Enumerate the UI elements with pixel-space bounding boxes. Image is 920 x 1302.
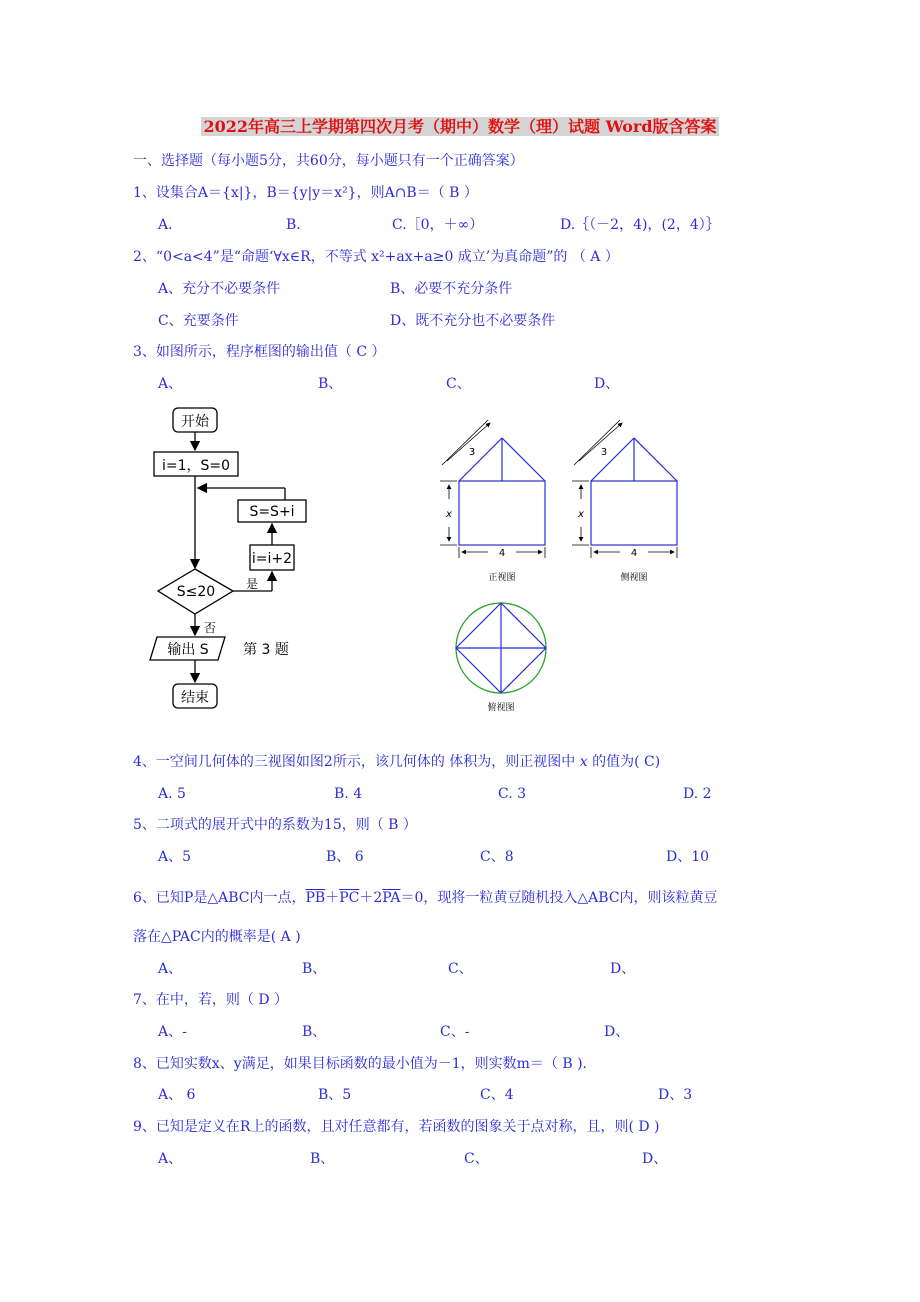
question-9-option-b: B、 xyxy=(310,1151,335,1167)
front-view xyxy=(440,420,545,583)
question-4-stem: 4、一空间几何体的三视图如图2所示，该几何体的 体积为，则正视图中 x 的值为( C) xyxy=(133,754,661,770)
question-8-option-a: A、 6 xyxy=(158,1087,196,1103)
question-8-option-c: C、4 xyxy=(480,1087,514,1103)
front-view-caption: 正视图 xyxy=(488,573,516,583)
side-width-label: 4 xyxy=(630,548,638,559)
question-2-option-c: C、充要条件 xyxy=(158,313,239,329)
question-7-option-a: A、- xyxy=(158,1024,187,1040)
flow-caption: 第 3 题 xyxy=(243,642,289,658)
question-6-stem-line2: 落在△PAC内的概率是( A ) xyxy=(133,929,301,945)
question-9-option-a: A、 xyxy=(158,1151,183,1167)
top-view-caption: 俯视图 xyxy=(487,703,515,713)
question-2-option-d: D、既不充分也不必要条件 xyxy=(390,313,556,329)
question-7-stem: 7、在中，若，则（ D ） xyxy=(133,992,289,1008)
front-slant-label: 3 xyxy=(468,447,476,458)
question-5-stem: 5、二项式的展开式中的系数为15，则（ B ） xyxy=(133,817,417,833)
question-4-option-b: B. 4 xyxy=(334,786,363,802)
question-7-option-b: B、 xyxy=(302,1024,327,1040)
question-7-option-d: D、 xyxy=(604,1024,630,1040)
question-5-option-c: C、8 xyxy=(480,849,514,865)
question-6-option-a: A、 xyxy=(158,961,183,977)
side-view-caption: 侧视图 xyxy=(620,573,648,583)
document-title: 2022年高三上学期第四次月考（期中）数学（理）试题 Word版含答案 xyxy=(203,117,717,136)
flow-inc-label: i=i+2 xyxy=(251,551,293,567)
question-1-option-d: D.｛（－2，4)，(2，4）｝ xyxy=(560,217,720,233)
question-4-option-c: C. 3 xyxy=(498,786,527,802)
question-6-option-c: C、 xyxy=(448,961,473,977)
flowchart-figure xyxy=(140,400,340,710)
question-1-option-b: B. xyxy=(286,217,301,233)
question-3-option-c: C、 xyxy=(446,376,471,392)
question-1-option-c: C.［0，＋∞） xyxy=(392,217,484,233)
question-1-stem: 1、设集合A＝{x|}，B＝{y|y＝x²}，则A∩B＝（ B ） xyxy=(133,185,478,201)
flow-no-label: 否 xyxy=(203,621,217,635)
question-3-option-a: A、 xyxy=(158,376,183,392)
question-8-option-b: B、5 xyxy=(318,1087,352,1103)
question-9-option-c: C、 xyxy=(464,1151,489,1167)
question-1-option-a: A. xyxy=(158,217,173,233)
question-6-option-b: B、 xyxy=(302,961,327,977)
question-3-option-d: D、 xyxy=(594,376,620,392)
question-8-option-d: D、3 xyxy=(658,1087,693,1103)
front-height-label: x xyxy=(446,509,452,520)
variable-x: x xyxy=(579,754,588,770)
question-9-stem: 9、已知是定义在R上的函数，且对任意都有，若函数的图象关于点对称，且，则( D ) xyxy=(133,1119,660,1135)
question-2-stem: 2、“0<a<4”是“命题‘∀x∈R，不等式 x²+ax+a≥0 成立’为真命题”的 （ A ） xyxy=(133,249,619,265)
three-views-figure xyxy=(430,415,700,715)
flow-yes-label: 是 xyxy=(245,577,259,591)
question-2-option-b: B、必要不充分条件 xyxy=(390,281,513,297)
question-6-option-d: D、 xyxy=(610,961,636,977)
flow-end-label: 结束 xyxy=(181,690,209,706)
question-6-stem: 6、已知P是△ABC内一点，$\overline{PB}+\overline{PC}+2\overline{PA}=0$，现将一粒黄豆随机投入△ABC内，则该粒黄豆 xyxy=(133,890,718,906)
flow-condition-label: S≤20 xyxy=(176,584,216,600)
side-slant-label: 3 xyxy=(600,447,608,458)
question-4-option-d: D. 2 xyxy=(683,786,712,802)
front-width-label: 4 xyxy=(498,548,506,559)
question-2-option-a: A、充分不必要条件 xyxy=(158,281,281,297)
question-4-option-a: A. 5 xyxy=(158,786,186,802)
question-5-option-b: B、 6 xyxy=(326,849,364,865)
side-view xyxy=(572,420,677,583)
flow-output-label: 输出 S xyxy=(167,642,209,658)
question-3-option-b: B、 xyxy=(318,376,343,392)
flow-sum-label: S=S+i xyxy=(249,504,295,520)
top-view xyxy=(456,603,546,713)
flow-start-label: 开始 xyxy=(181,414,209,430)
question-3-stem: 3、如图所示，程序框图的输出值（ C ） xyxy=(133,344,386,360)
section-heading: 一、选择题（每小题5分，共60分，每小题只有一个正确答案） xyxy=(133,153,524,169)
flow-init-label: i=1，S=0 xyxy=(161,458,231,474)
question-5-option-d: D、10 xyxy=(666,849,710,865)
question-8-stem: 8、已知实数x、y满足，如果目标函数的最小值为－1，则实数m＝（ B ). xyxy=(133,1056,587,1072)
question-9-option-d: D、 xyxy=(642,1151,668,1167)
question-7-option-c: C、- xyxy=(440,1024,470,1040)
side-height-label: x xyxy=(578,509,584,520)
question-5-option-a: A、5 xyxy=(158,849,192,865)
